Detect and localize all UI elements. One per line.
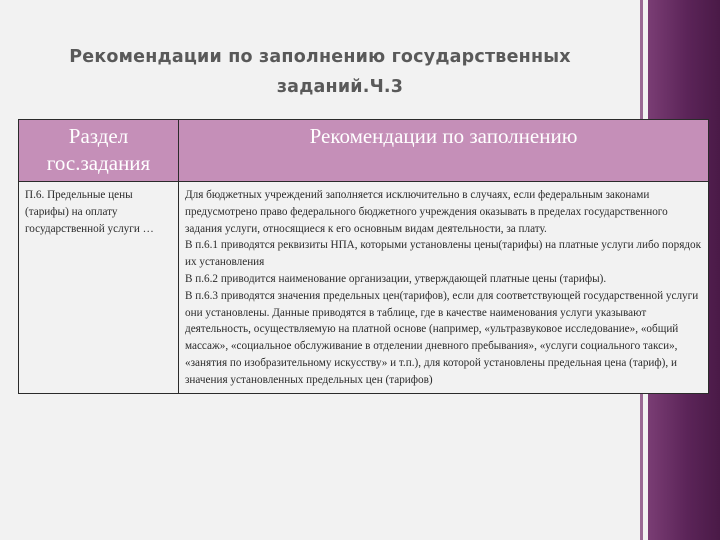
recommendations-table [18,119,709,394]
slide-title-line-2: заданий.Ч.3 [276,77,404,97]
table-row [19,182,709,394]
slide-title [0,42,640,102]
recommendations-cell [179,182,709,394]
table-header-row [19,120,709,182]
recommendation-paragraph: В п.6.1 приводятся реквизиты НПА, которыми установлены цены(тарифы) на платные услуги либо порядок их установления [185,239,702,269]
slide-title-line-1: Рекомендации по заполнению государственных [69,47,571,67]
header-recommendations: Рекомендации по заполнению [179,120,709,182]
recommendation-paragraph: В п.6.3 приводятся значения предельных цен(тарифов), если для соответствующей государственной услуги они установлены. Данные приводятся в таблице, где в качестве наименования услуги указывают деятельность, осуществляемую на платной основе (например, «ультразвуковое исследование», «общий массаж», «социальное обслуживание в отделении дневного пребывания», «услуги социального такси», «занятия по изобразительному искусству» и т.п.), для которой установлены предельная цена (тариф), и значения установленных предельных цен (тарифов) [185,289,699,386]
header-section: Раздел гос.задания [19,120,179,182]
section-cell: П.6. Предельные цены (тарифы) на оплату государственной услуги … [19,182,179,394]
recommendation-paragraph: Для бюджетных учреждений заполняется исключительно в случаях, если федеральным законами предусмотрено право федерального бюджетного учреждения оказывать в пределах государственного задания услуги, относящиеся к его основным видам деятельности, за плату. [185,189,668,235]
recommendation-paragraph: В п.6.2 приводится наименование организации, утверждающей платные цены (тарифы). [185,272,607,285]
